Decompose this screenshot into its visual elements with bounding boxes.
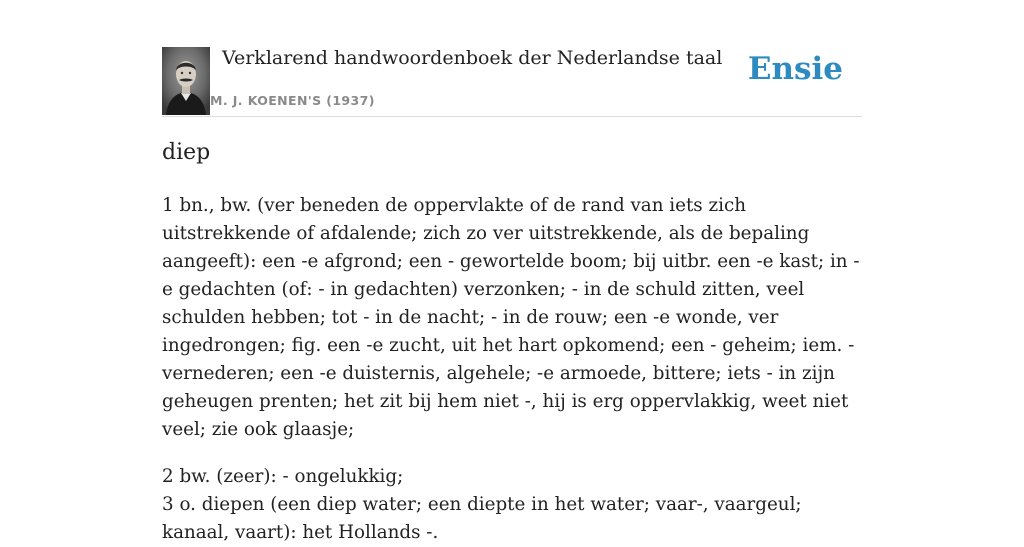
definition-sense-2: 2 bw. (zeer): - ongelukkig; bbox=[162, 466, 404, 487]
site-header bbox=[162, 44, 862, 117]
definition-sense-3: 3 o. diepen (een diep water; een diepte in het water; vaar-, vaargeul; kanaal, vaart): het Hollands -. bbox=[162, 494, 802, 543]
entry-definition bbox=[162, 192, 867, 547]
ensie-logo-link[interactable]: Ensie bbox=[747, 51, 843, 87]
book-title[interactable]: Verklarend handwoordenboek der Nederlandse taal bbox=[222, 47, 723, 69]
portrait-image bbox=[162, 47, 210, 115]
entry-headword: diep bbox=[162, 140, 211, 165]
author-portrait bbox=[162, 47, 210, 115]
definition-sense-1: 1 bn., bw. (ver beneden de oppervlakte of de rand van iets zich uitstrekkende of afdalende; zich zo ver uitstrekkende, als de bepaling aangeeft): een -e afgrond; een - gewortelde boom; bij uitbr. een -e kast; in -e gedachten (of: - in gedachten) verzonken; - in de schuld zitten, veel schulden hebben; tot - in de nacht; - in de rouw; een -e wonde, ver ingedrongen; fig. een -e zucht, uit het hart opkomend; een - geheim; iem. - vernederen; een -e duisternis, algehele; -e armoede, bittere; iets - in zijn geheugen prenten; het zit bij hem niet -, hij is erg oppervlakkig, weet niet veel; zie ook glaasje; bbox=[162, 195, 860, 440]
book-author: M. J. KOENEN'S (1937) bbox=[210, 93, 375, 108]
